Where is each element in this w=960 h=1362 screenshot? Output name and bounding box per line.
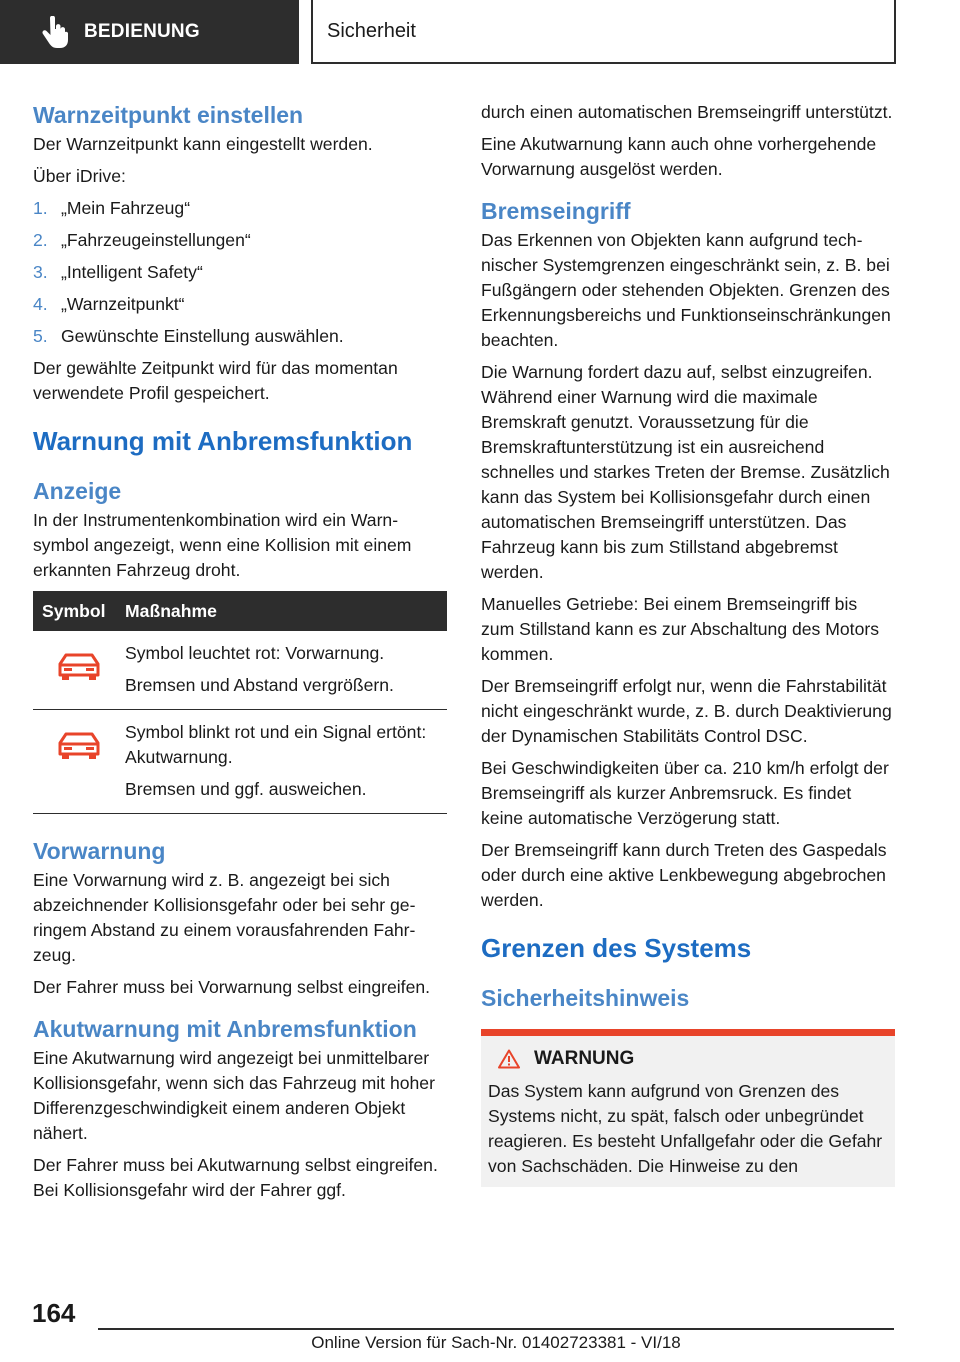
step-text: Gewünschte Einstellung auswählen. xyxy=(61,326,344,346)
paragraph: Der Warnzeitpunkt kann eingestellt werden. xyxy=(33,134,373,154)
heading-warnzeitpunkt: Warnzeitpunkt einstellen xyxy=(33,102,304,128)
footer-text: Online Version für Sach-Nr. 01402723381 - VI/18 xyxy=(311,1333,681,1352)
paragraph: Eine Vorwarnung wird z. B. angezeigt bei sich abzeichnender Kollisionsgefahr oder bei sehr geringem Abstand zu einem vorausfahrenden Fahrzeug. xyxy=(33,870,416,965)
heading-akutwarnung: Akutwarnung mit Anbremsfunktion xyxy=(33,1016,417,1042)
warning-text: Das System kann aufgrund von Grenzen des Systems nicht, zu spät, falsch oder unbegründet reagieren. Es besteht Unfallgefahr oder die Gefahr von Sachschäden. Die Hinweise zu den xyxy=(488,1081,883,1176)
right-column xyxy=(481,100,895,1187)
paragraph: Der Fahrer muss bei Akutwarnung selbst eingreifen. Bei Kollisionsgefahr wird der Fahrer ggf. xyxy=(33,1155,438,1200)
table-row xyxy=(33,710,447,814)
heading-warnung: Warnung mit Anbremsfunktion xyxy=(33,426,413,456)
chapter-title: BEDIENUNG xyxy=(84,21,200,42)
list-item xyxy=(33,196,447,221)
warning-title-text: WARNUNG xyxy=(534,1048,635,1069)
step-number: 3. xyxy=(33,262,48,282)
heading-sicherheitshinweis: Sicherheitshinweis xyxy=(481,985,690,1011)
heading-anzeige: Anzeige xyxy=(33,478,122,504)
paragraph: Manuelles Getriebe: Bei einem Bremseingriff bis zum Stillstand kann es zur Abschaltung des Motors kommen. xyxy=(481,594,880,664)
table-row xyxy=(33,631,447,710)
paragraph: Eine Akutwarnung wird angezeigt bei unmittelbarer Kollisionsgefahr, wenn sich das Fahrzeug mit hoher Differenzgeschwindigkeit einem anderen Objekt nähert. xyxy=(33,1048,435,1143)
paragraph: Der Fahrer muss bei Vorwarnung selbst eingreifen. xyxy=(33,977,431,997)
section-title-text: Sicherheit xyxy=(327,19,416,42)
paragraph: Bei Geschwindigkeiten über ca. 210 km/h erfolgt der Bremseingriff als kurzer Anbremsruck. Es findet keine automatische Verzögerung statt. xyxy=(481,758,889,828)
table-cell-text: Symbol blinkt rot und ein Signal ertönt: Akutwarnung. xyxy=(125,722,427,767)
heading-bremseingriff: Bremseingriff xyxy=(481,198,631,224)
step-number: 5. xyxy=(33,326,48,346)
table-cell-text: Bremsen und ggf. ausweichen. xyxy=(125,779,367,799)
symbol-table xyxy=(33,591,447,814)
step-text: „Warnzeitpunkt“ xyxy=(61,294,185,314)
step-number: 2. xyxy=(33,230,48,250)
heading-vorwarnung: Vorwarnung xyxy=(33,838,166,864)
heading-grenzen: Grenzen des Systems xyxy=(481,933,752,963)
warning-box xyxy=(481,1036,895,1187)
car-warning-icon xyxy=(33,720,125,809)
warning-bar xyxy=(481,1029,895,1036)
paragraph: Eine Akutwarnung kann auch ohne vorhergehende Vorwarnung ausgelöst werden. xyxy=(481,134,877,179)
paragraph: Das Erkennen von Objekten kann aufgrund technischer Systemgrenzen eingeschränkt sein, z. B. bei Fußgängern oder stehenden Objekten. Grenzen des Erkennungsbereichs und Funktionseinschränkungen beachten. xyxy=(481,230,891,350)
hand-pointer-icon xyxy=(38,15,72,49)
header-chapter-tab xyxy=(0,0,299,64)
step-number: 4. xyxy=(33,294,48,314)
warning-triangle-icon xyxy=(498,1049,520,1069)
column-header-symbol: Symbol xyxy=(42,600,106,621)
warning-title xyxy=(498,1046,887,1071)
table-cell-text: Symbol leuchtet rot: Vorwarnung. xyxy=(125,643,385,663)
step-text: „Mein Fahrzeug“ xyxy=(61,198,191,218)
table-header xyxy=(33,591,447,631)
list-item xyxy=(33,324,447,349)
list-item xyxy=(33,228,447,253)
steps-list xyxy=(33,196,447,349)
car-warning-icon xyxy=(33,641,125,705)
paragraph: Die Warnung fordert dazu auf, selbst einzugreifen. Während einer Warnung wird die maximale Bremskraft genutzt. Voraussetzung für die Bremskraftunterstützung ist ein ausreichend schnelles und starkes Treten der Bremse. Zusätzlich kann das System bei Kollisionsgefahr durch einen automatischen Bremseingriff unterstützen. Das Fahrzeug kann bis zum Stillstand abgebremst werden. xyxy=(481,362,890,582)
paragraph: Der Bremseingriff kann durch Treten des Gaspedals oder durch eine aktive Lenkbewegung abgebrochen werden. xyxy=(481,840,887,910)
list-item xyxy=(33,292,447,317)
step-number: 1. xyxy=(33,198,48,218)
step-text: „Fahrzeugeinstellungen“ xyxy=(61,230,251,250)
footer-divider xyxy=(98,1328,894,1330)
column-header-massnahme: Maßnahme xyxy=(125,600,217,621)
list-item xyxy=(33,260,447,285)
left-column xyxy=(33,100,447,1210)
paragraph: durch einen automatischen Bremseingriff unterstützt. xyxy=(481,102,893,122)
page-number: 164 xyxy=(32,1298,76,1328)
section-title xyxy=(311,0,896,64)
step-text: „Intelligent Safety“ xyxy=(61,262,203,282)
table-cell-text: Bremsen und Abstand vergrößern. xyxy=(125,675,394,695)
paragraph: In der Instrumentenkombination wird ein Warnsymbol angezeigt, wenn eine Kollision mit einem erkannten Fahrzeug droht. xyxy=(33,510,412,580)
paragraph: Über iDrive: xyxy=(33,166,126,186)
paragraph: Der Bremseingriff erfolgt nur, wenn die Fahrstabilität nicht eingeschränkt wurde, z. B. durch Deaktivierung der Dynamischen Stabilitäts Control DSC. xyxy=(481,676,892,746)
paragraph: Der gewählte Zeitpunkt wird für das momentan verwendete Profil gespeichert. xyxy=(33,358,398,403)
